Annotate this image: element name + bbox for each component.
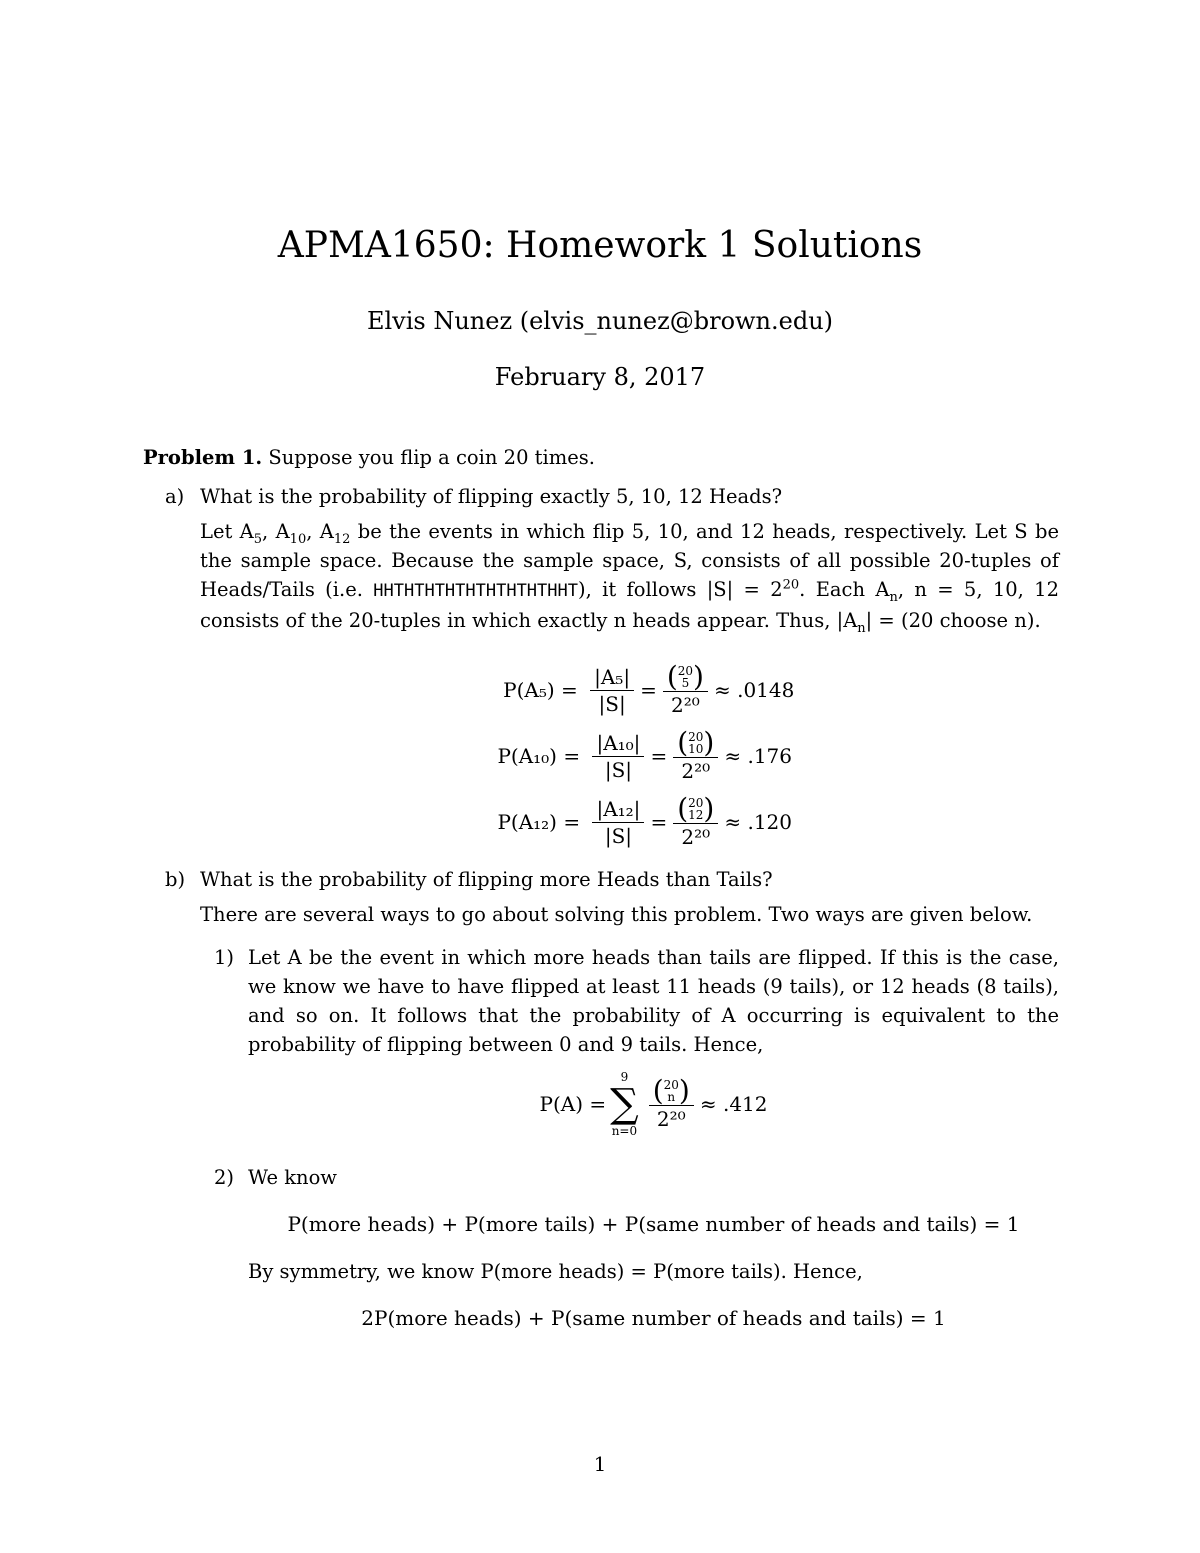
fraction-numerator: |A₁₀| bbox=[592, 730, 644, 757]
part-a-text-2: be the events in which flip 5, 10, and 12 heads, respectively. Let S be the sample space. Because the sample space, S, consists of all possible 20-tuples of Heads/Tails (i.e. bbox=[200, 520, 1059, 601]
equation-row: P(A₅) = $\frac{\text{|A₅|}}{|S|}$ = ( 20 5 ) 2²⁰ ≈ .0148 bbox=[200, 657, 1059, 723]
fraction-denominator: 2²⁰ bbox=[681, 824, 711, 849]
equation-result: ≈ .412 bbox=[699, 1091, 768, 1116]
binomial: ( 20 10 ) bbox=[673, 729, 718, 758]
fraction-denominator: |S| bbox=[598, 691, 626, 716]
coin-sequence: HHTHTHTHTHTHTHTHTHHT bbox=[373, 581, 578, 601]
sigma-symbol: ∑ bbox=[610, 1081, 639, 1127]
fraction-denominator: 2²⁰ bbox=[656, 1106, 686, 1131]
method-2-equation-2: 2P(more heads) + P(same number of heads and tails) = 1 bbox=[361, 1306, 946, 1330]
method-2-text-2: By symmetry, we know P(more heads) = P(more tails). Hence, bbox=[248, 1260, 863, 1283]
part-a-equations bbox=[200, 657, 1059, 855]
fraction bbox=[592, 730, 644, 783]
part-b-intro: There are several ways to go about solving this problem. Two ways are given below. bbox=[200, 903, 1033, 926]
equation-lhs: P(A₅) bbox=[503, 677, 555, 702]
equation-lhs: P(A₁₂) bbox=[497, 809, 557, 834]
fraction-denominator: 2²⁰ bbox=[681, 758, 711, 783]
sum-lower-limit: n=0 bbox=[611, 1124, 638, 1138]
part-a-question: What is the probability of flipping exactly 5, 10, 12 Heads? bbox=[200, 485, 783, 508]
part-a-text-1: Let A bbox=[200, 520, 254, 543]
document-body bbox=[143, 443, 1059, 1351]
equation-row: P(A₁₂) = $\frac{\text{|A₁₂|}}{|S|}$ = ( 20 12 ) 2²⁰ ≈ .120 bbox=[200, 789, 1059, 855]
binom-top: 20 bbox=[677, 663, 694, 678]
fraction-numerator: |A₁₂| bbox=[592, 796, 644, 823]
part-b-question: What is the probability of flipping more Heads than Tails? bbox=[200, 868, 773, 891]
problem-1-label: Problem 1. bbox=[143, 446, 263, 469]
author-line: Elvis Nunez (elvis_nunez@brown.edu) bbox=[366, 307, 834, 335]
method-1-text: Let A be the event in which more heads than tails are flipped. If this is the case, we know we have to have flipped at least 11 heads (9 tails), or 12 heads (8 tails), and so on. It follows that the probability of A occurring is equivalent to the probability of flipping between 0 and 9 tails. Hence, bbox=[248, 946, 1059, 1056]
equation-result: ≈ .120 bbox=[724, 809, 793, 834]
sum-upper-limit: 9 bbox=[620, 1070, 629, 1084]
method-1-label: 1) bbox=[214, 946, 235, 969]
binom-top: 20 bbox=[663, 1077, 679, 1092]
equation-lhs: P(A₁₀) bbox=[497, 743, 557, 768]
equation-row: P(A₁₀) = $\frac{\text{|A₁₀|}}{|S|}$ = ( 20 10 ) 2²⁰ ≈ .176 bbox=[200, 723, 1059, 789]
part-b-label: b) bbox=[165, 868, 186, 891]
fraction bbox=[663, 659, 708, 718]
fraction-denominator: |S| bbox=[604, 757, 633, 782]
fraction bbox=[592, 796, 644, 849]
binom-bottom: 12 bbox=[688, 807, 704, 822]
method-2-label: 2) bbox=[214, 1166, 235, 1189]
binomial: ( 20 12 ) bbox=[673, 795, 718, 824]
date-line: February 8, 2017 bbox=[494, 363, 706, 391]
method-2 bbox=[200, 1163, 1059, 1333]
part-b bbox=[143, 865, 1059, 1333]
equation-result: ≈ .0148 bbox=[713, 677, 795, 702]
part-a-text-3: ), it follows |S| = 2 bbox=[577, 578, 783, 601]
equation-result: ≈ .176 bbox=[724, 743, 793, 768]
fraction bbox=[673, 791, 718, 850]
method-1-equation bbox=[248, 1059, 1059, 1149]
part-a-text-5: , n = 5, 10, 12 consists of the 20-tuples in which exactly n heads appear. Thus, |A bbox=[200, 578, 1059, 632]
binom-bottom: 10 bbox=[688, 741, 704, 756]
part-a-label: a) bbox=[165, 485, 185, 508]
fraction-denominator: |S| bbox=[604, 823, 633, 848]
fraction-numerator: |A₅| bbox=[590, 664, 634, 691]
fraction bbox=[649, 1073, 694, 1132]
problem-1-heading bbox=[143, 443, 1059, 472]
part-a-text-4: . Each A bbox=[799, 578, 890, 601]
fraction-denominator: 2²⁰ bbox=[671, 692, 700, 717]
part-a-explanation: Let $A_5$, $A_{10}$, $A_{12}$ be the events in which flip 5, 10, and 12 heads, respectively. Let S be the sample space. Because the sample space, S, consists of all possible 20-tuples of Heads/Tails (i.e. HHTHTHTHTHTHTHTHTHHT), it follows $|S| = 2^{20}$. Each $A_n$, n = 5, 10, 12 consists of the 20-tuples in which exactly n heads appear. Thus, $|A_n| = (20$ choose n). bbox=[200, 520, 1059, 636]
fraction bbox=[590, 664, 634, 717]
equation-lhs: P(A) = bbox=[539, 1091, 607, 1116]
binom-top: 20 bbox=[688, 795, 704, 810]
binomial: ( 20 n ) bbox=[649, 1077, 694, 1106]
method-2-text-1: We know bbox=[248, 1166, 337, 1189]
page-number: 1 bbox=[593, 1452, 607, 1476]
method-2-equation-1: P(more heads) + P(more tails) + P(same number of heads and tails) = 1 bbox=[287, 1212, 1020, 1236]
part-a-text-6: | = (20 choose n). bbox=[865, 609, 1041, 632]
binom-top: 20 bbox=[688, 729, 704, 744]
binom-bottom: n bbox=[667, 1089, 676, 1104]
page-title: APMA1650: Homework 1 Solutions bbox=[277, 225, 923, 266]
binom-bottom: 5 bbox=[681, 675, 690, 690]
method-1 bbox=[200, 943, 1059, 1149]
part-a bbox=[143, 482, 1059, 855]
summation bbox=[610, 1070, 639, 1138]
binomial: ( 20 5 ) bbox=[663, 663, 708, 692]
problem-1-statement: Suppose you flip a coin 20 times. bbox=[268, 446, 595, 469]
fraction bbox=[673, 725, 718, 784]
